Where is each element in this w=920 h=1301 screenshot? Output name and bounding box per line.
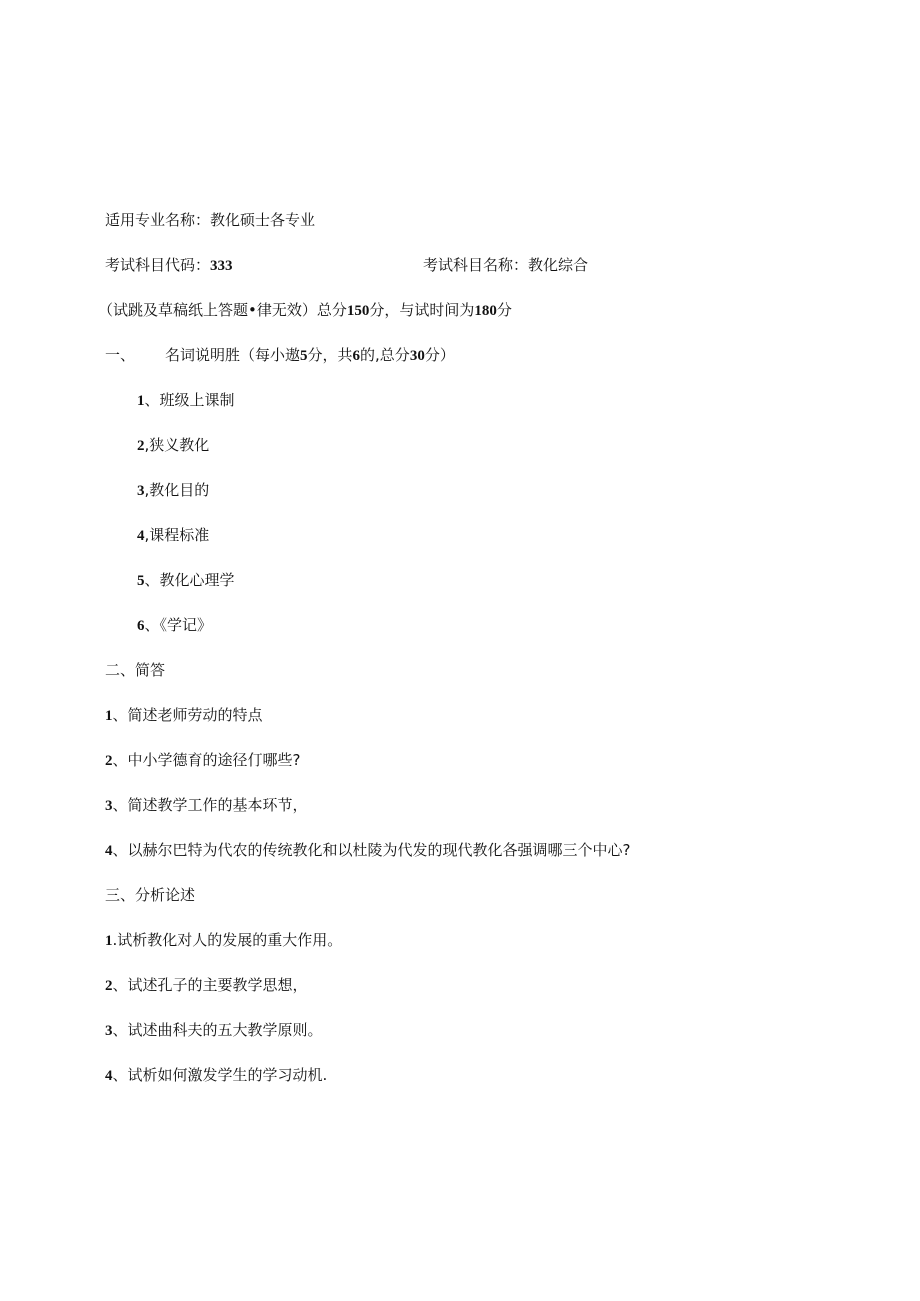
item-text: 课程标准 xyxy=(149,526,210,544)
item-number: 4 xyxy=(137,528,145,544)
subject-value: 教化综合 xyxy=(528,256,589,274)
item-number: 1 xyxy=(105,933,113,949)
item-separator: 、 xyxy=(112,1066,128,1084)
item-number: 2 xyxy=(105,753,113,769)
major-label: 适用专业名称： xyxy=(105,211,211,229)
item-text: 简述老师劳动的特点 xyxy=(127,706,263,724)
item-text: 教化心理学 xyxy=(159,571,235,589)
item-number: 5 xyxy=(137,573,145,589)
item-number: 2 xyxy=(137,438,145,454)
subject-code-line xyxy=(105,255,233,276)
list-item xyxy=(105,930,342,951)
section1-total: 30 xyxy=(409,348,425,364)
item-separator: , xyxy=(144,481,150,499)
notice-suffix: 分 xyxy=(496,301,512,319)
item-number: 4 xyxy=(105,1068,113,1084)
major-value: 教化硕士各专业 xyxy=(210,211,316,229)
item-separator: , xyxy=(144,526,150,544)
section1-heading-t2: 分，共 xyxy=(307,346,353,364)
item-separator: 、 xyxy=(112,1021,128,1039)
code-value: 333 xyxy=(210,258,233,274)
item-number: 3 xyxy=(137,483,145,499)
item-text: 中小学德育的途径仃哪些? xyxy=(127,751,301,769)
major-line xyxy=(105,210,315,230)
item-number: 3 xyxy=(105,798,113,814)
item-text: 试析教化对人的发展的重大作用。 xyxy=(117,931,343,949)
item-text: 试述孔子的主要教学思想， xyxy=(127,976,308,994)
item-number: 1 xyxy=(105,708,113,724)
item-text: 试述曲科夫的五大教学原则。 xyxy=(127,1021,323,1039)
section1-heading-text: 名词说明胜（每小遨 xyxy=(165,346,301,364)
item-separator: 、 xyxy=(112,796,128,814)
section2-heading: 二、简答 xyxy=(105,661,166,679)
item-number: 2 xyxy=(105,978,113,994)
item-text: 简述教学工作的基本环节， xyxy=(127,796,308,814)
item-number: 4 xyxy=(105,843,113,859)
code-label: 考试科目代码： xyxy=(105,256,211,274)
section1-heading-t4: 分） xyxy=(424,346,455,364)
item-separator: 、 xyxy=(144,616,160,634)
section3-heading: 三、分析论述 xyxy=(105,886,196,904)
list-item xyxy=(105,975,308,996)
section1-points: 5 xyxy=(300,348,308,364)
notice-mid: 分，与试时间为 xyxy=(369,301,475,319)
item-separator: . xyxy=(112,931,118,949)
item-separator: 、 xyxy=(112,841,128,859)
section1-number: 一、 xyxy=(105,346,136,364)
item-separator: , xyxy=(144,436,150,454)
section1-count: 6 xyxy=(352,348,361,364)
section1-heading xyxy=(165,345,455,366)
item-text: 试析如何激发学生的学习动机. xyxy=(127,1066,328,1084)
list-item xyxy=(105,705,263,726)
list-item xyxy=(137,525,209,546)
item-text: 以赫尔巴特为代农的传统教化和以杜陵为代发的现代教化各强调哪三个中心? xyxy=(127,841,631,859)
item-separator: 、 xyxy=(112,751,128,769)
item-separator: 、 xyxy=(144,571,160,589)
item-separator: 、 xyxy=(112,976,128,994)
item-number: 3 xyxy=(105,1023,113,1039)
item-number: 6 xyxy=(137,618,145,634)
item-number: 1 xyxy=(137,393,145,409)
list-item xyxy=(137,615,212,636)
item-separator: 、 xyxy=(144,391,160,409)
list-item xyxy=(137,435,209,456)
list-item xyxy=(105,840,630,861)
list-item xyxy=(105,1065,327,1086)
item-text: 班级上课制 xyxy=(159,391,235,409)
item-separator: 、 xyxy=(112,706,128,724)
notice-total: 150 xyxy=(346,303,370,319)
list-item xyxy=(105,1020,323,1041)
section1-heading-num xyxy=(105,345,135,365)
notice-time: 180 xyxy=(474,303,497,319)
list-item xyxy=(137,570,235,591)
list-item xyxy=(105,795,308,816)
item-text: 《学记》 xyxy=(159,616,213,634)
list-item xyxy=(105,750,300,771)
section1-heading-t3: 的,总分 xyxy=(360,346,410,364)
item-text: 教化目的 xyxy=(149,481,210,499)
subject-name-line xyxy=(423,255,588,275)
exam-notice xyxy=(98,300,512,321)
subject-label: 考试科目名称： xyxy=(423,256,529,274)
item-text: 狭义教化 xyxy=(149,436,210,454)
list-item xyxy=(137,390,235,411)
notice-prefix: （试跳及草稿纸上答题•律无效）总分 xyxy=(98,301,347,319)
list-item xyxy=(137,480,209,501)
